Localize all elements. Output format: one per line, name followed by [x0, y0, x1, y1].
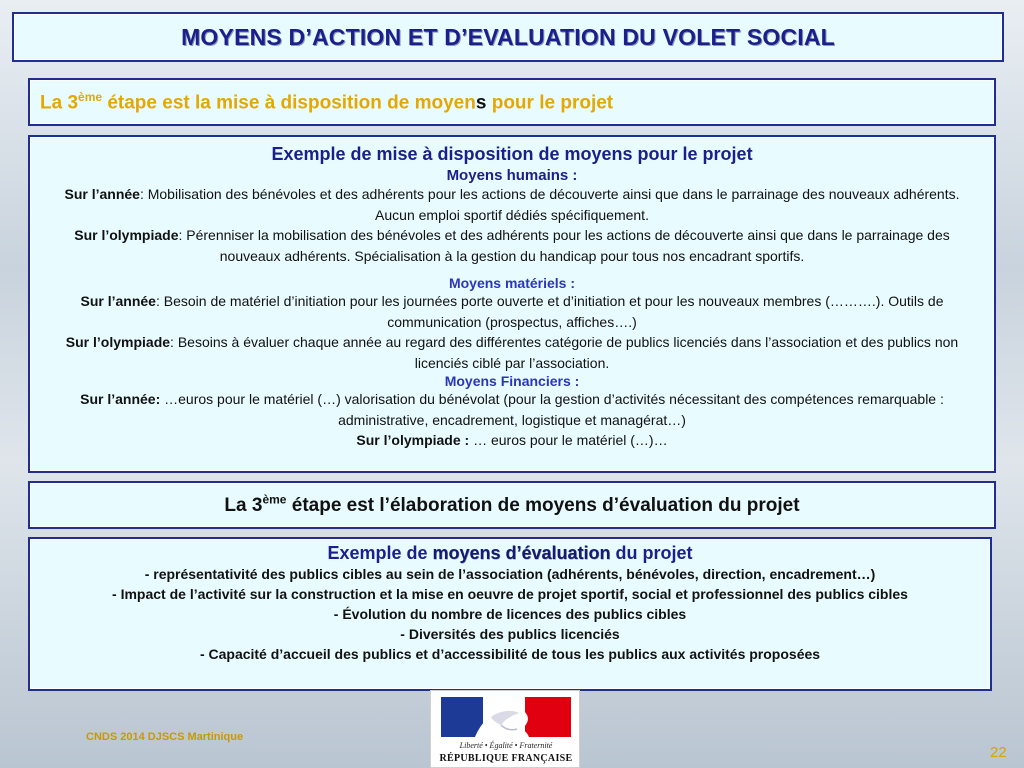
materiels-annee — [30, 291, 994, 332]
step1-sup: ème — [78, 90, 103, 104]
humains-annee-label: Sur l’année — [64, 186, 140, 202]
title-banner — [12, 12, 1004, 62]
financiers-olympiade — [30, 430, 994, 451]
step1-text-b: pour le projet — [486, 92, 614, 114]
republique-francaise-logo — [430, 690, 580, 768]
financiers-annee — [30, 389, 994, 430]
evaluation-item: - Évolution du nombre de licences des publics cibles — [333, 606, 687, 622]
financiers-heading: Moyens Financiers : — [444, 373, 580, 389]
evaluation-item: - Capacité d’accueil des publics et d’accessibilité de tous les publics aux activités proposées — [199, 646, 821, 662]
step1-text — [40, 90, 613, 114]
materiels-olympiade — [30, 332, 994, 373]
evaluation-item: - Diversités des publics licenciés — [400, 626, 620, 642]
financiers-annee-text: …euros pour le matériel (…) valorisation du bénévolat (pour la gestion d’activités nécessitant des compétences remarquable : administrative, encadrement, logistique et managérat…) — [160, 391, 944, 428]
humains-annee-text: : Mobilisation des bénévoles et des adhérents pour les actions de découverte ainsi que dans le parrainage des nouveaux adhérents. Aucun emploi sportif dédiés spécifiquement. — [139, 186, 960, 223]
evaluation-heading — [30, 543, 990, 564]
step2-sup: ème — [262, 492, 287, 507]
step1-banner — [28, 78, 996, 126]
evaluation-item: - Impact de l’activité sur la construction et la mise en oeuvre de projet sportif, social et professionnel des publics cibles — [112, 586, 908, 602]
slide-title: MOYENS D’ACTION ET D’EVALUATION DU VOLET SOCIAL — [181, 24, 835, 50]
evaluation-heading-c: du projet — [610, 543, 693, 563]
evaluation-heading-a: Exemple de — [327, 543, 433, 563]
logo-name: RÉPUBLIQUE FRANÇAISE — [439, 753, 573, 764]
evaluation-item: - représentativité des publics cibles au sein de l’association (adhérents, bénévoles, direction, encadrement…) — [144, 566, 876, 582]
step1-text-a: étape est la mise à disposition de moyen — [102, 92, 476, 114]
footer-source: CNDS 2014 DJSCS Martinique — [86, 731, 244, 743]
materiels-olympiade-label: Sur l’olympiade — [65, 334, 171, 350]
humains-olympiade-label: Sur l’olympiade — [74, 227, 179, 243]
means-panel — [28, 135, 996, 473]
step2-text-body: étape est l’élaboration de moyens d’évaluation du projet — [286, 495, 800, 516]
financiers-olympiade-label: Sur l’olympiade : — [356, 432, 470, 448]
materiels-annee-text: : Besoin de matériel d’initiation pour les journées porte ouverte et d’initiation et pour les nouveaux membres (……….). Outils de communication (prospectus, affiches….) — [155, 293, 944, 330]
evaluation-panel — [28, 537, 992, 691]
step1-text-s: s — [475, 92, 487, 114]
financiers-annee-label: Sur l’année: — [80, 391, 161, 407]
humains-annee — [30, 184, 994, 225]
materiels-heading: Moyens matériels : — [448, 275, 576, 291]
step1-prefix: La 3 — [40, 92, 79, 114]
materiels-olympiade-text: : Besoins à évaluer chaque année au regard des différentes catégorie de publics licenciés dans l’association et des publics non licenciés ciblé par l’association. — [170, 334, 959, 371]
humains-heading: Moyens humains : — [446, 167, 578, 184]
materiels-annee-label: Sur l’année — [80, 293, 156, 309]
humains-olympiade — [30, 225, 994, 266]
step2-banner — [28, 481, 996, 529]
evaluation-heading-b: moyens d’évaluation — [432, 543, 611, 563]
step2-prefix: La 3 — [224, 495, 263, 516]
step2-text — [30, 483, 994, 529]
page-number: 22 — [990, 744, 1007, 761]
humains-olympiade-text: : Pérenniser la mobilisation des bénévoles et des adhérents pour les actions de découverte ainsi que dans le parrainage des nouveaux adhérents. Spécialisation à la gestion du handicap pour tous nos encadrant sportifs. — [178, 227, 950, 264]
logo-motto: Liberté • Égalité • Fraternité — [459, 741, 553, 750]
financiers-olympiade-text: … euros pour le matériel (…)… — [469, 432, 668, 448]
means-heading: Exemple de mise à disposition de moyens pour le projet — [271, 144, 753, 164]
marianne-icon — [431, 693, 581, 741]
